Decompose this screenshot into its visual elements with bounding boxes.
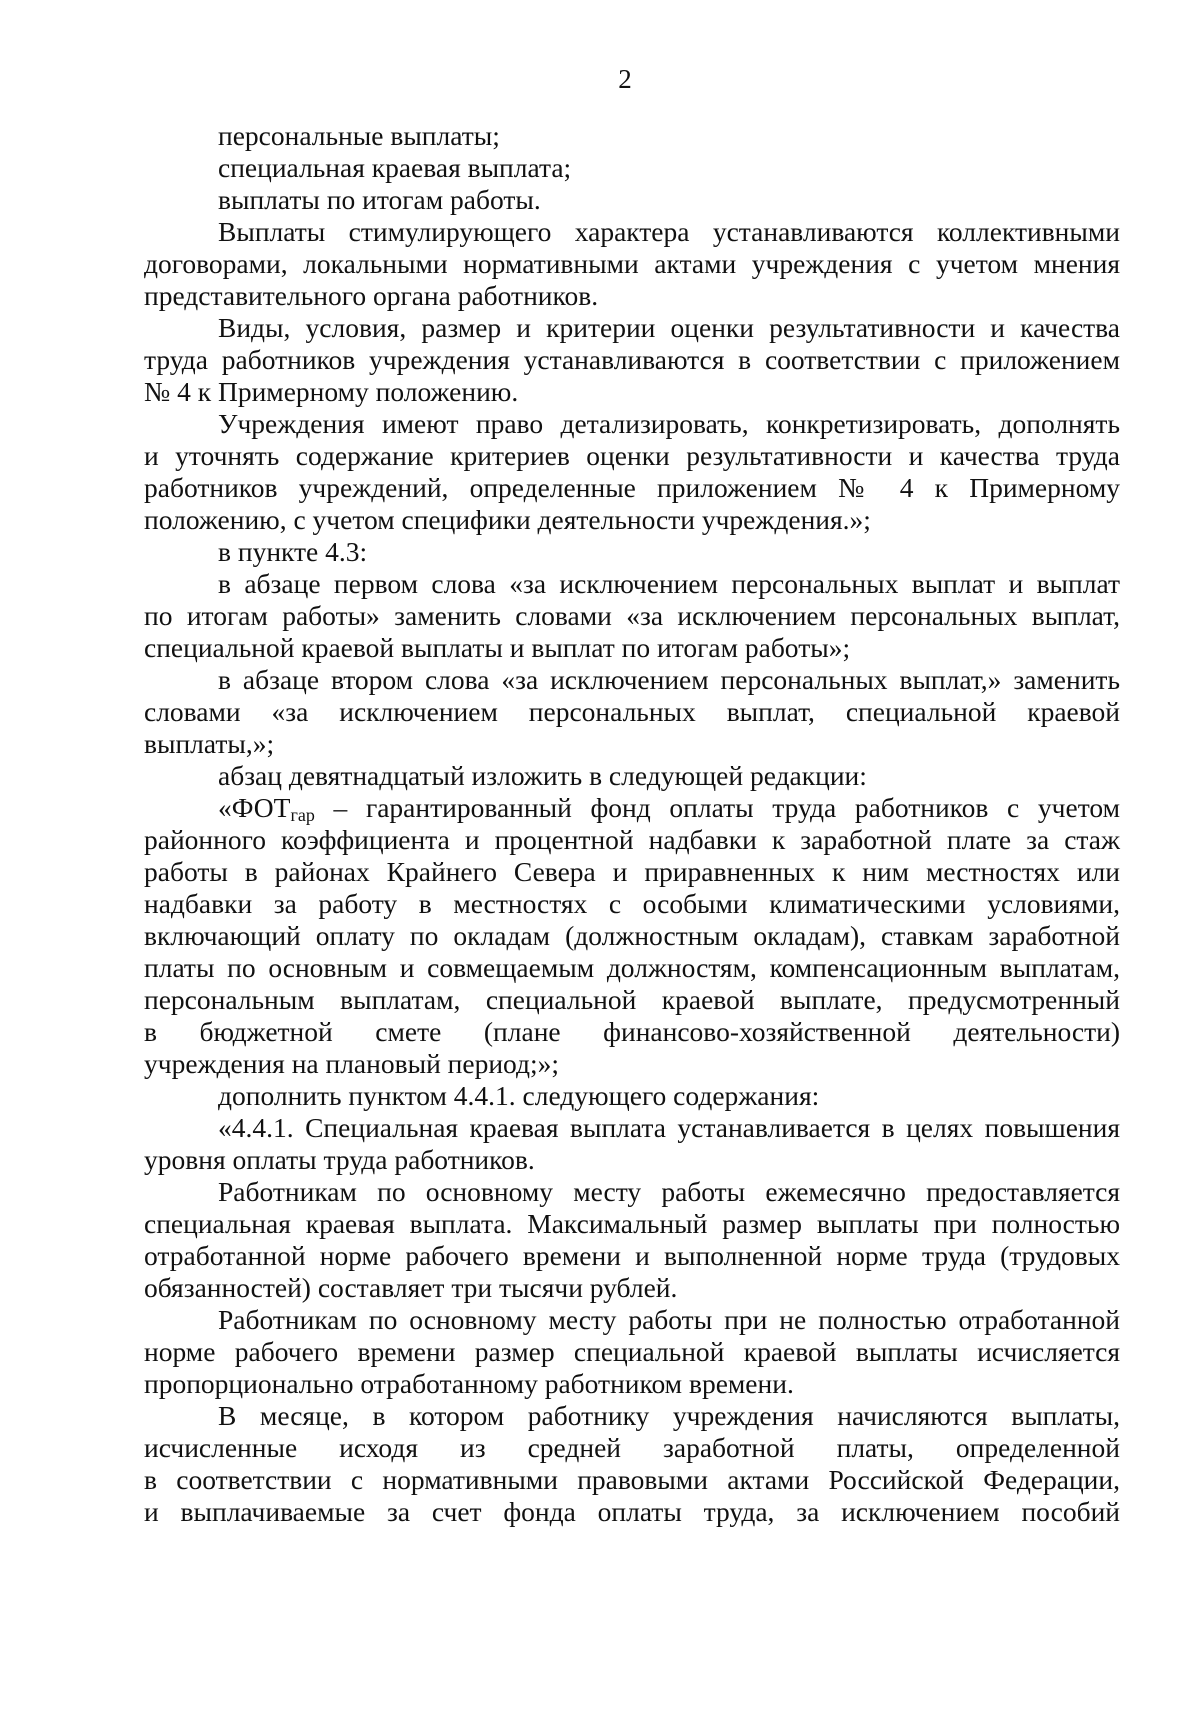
text-line: отработанной норме рабочего времени и выполненной норме труда (трудовых <box>144 1240 1120 1271</box>
text-line: Учреждения имеют право детализировать, конкретизировать, дополнять <box>218 408 1120 439</box>
text-line: надбавки за работу в местностях с особыми климатическими условиями, <box>144 888 1120 919</box>
text-line: в пункте 4.3: <box>218 536 368 567</box>
text-line: и уточнять содержание критериев оценки результативности и качества труда <box>144 440 1120 471</box>
text-line: пропорционально отработанному работником времени. <box>144 1368 794 1399</box>
text-line: специальная краевая выплата; <box>218 152 572 183</box>
text-line: исчисленные исходя из средней заработной платы, определенной <box>144 1432 1120 1463</box>
text-line: персональные выплаты; <box>218 120 500 151</box>
text-line: включающий оплату по окладам (должностным окладам), ставкам заработной <box>144 920 1120 951</box>
text-line: в бюджетной смете (плане финансово-хозяйственной деятельности) <box>144 1016 1120 1047</box>
fot-definition: – гарантированный фонд оплаты труда работников с учетом <box>333 792 1120 823</box>
text-line: № 4 к Примерному положению. <box>144 376 519 407</box>
text-line: Работникам по основному месту работы при не полностью отработанной <box>218 1304 1120 1335</box>
text-line: районного коэффициента и процентной надбавки к заработной плате за стаж <box>144 824 1120 855</box>
text-line: Работникам по основному месту работы ежемесячно предоставляется <box>218 1176 1120 1207</box>
text-line: норме рабочего времени размер специальной краевой выплаты исчисляется <box>144 1336 1120 1367</box>
document-body <box>144 120 1120 1528</box>
text-line: Виды, условия, размер и критерии оценки результативности и качества <box>218 312 1120 343</box>
text-line: выплаты по итогам работы. <box>218 184 541 215</box>
text-line: по итогам работы» заменить словами «за исключением персональных выплат, <box>144 600 1120 631</box>
text-line: обязанностей) составляет три тысячи рублей. <box>144 1272 678 1303</box>
text-line: специальной краевой выплаты и выплат по итогам работы»; <box>144 632 851 663</box>
text-line: и выплачиваемые за счет фонда оплаты труда, за исключением пособий <box>144 1496 1120 1527</box>
text-line: в соответствии с нормативными правовыми актами Российской Федерации, <box>144 1464 1120 1495</box>
text-line: словами «за исключением персональных выплат, специальной краевой <box>144 696 1120 727</box>
text-line: договорами, локальными нормативными актами учреждения с учетом мнения <box>144 248 1120 279</box>
text-line: персональным выплатам, специальной краевой выплате, предусмотренный <box>144 984 1120 1015</box>
text-line: работы в районах Крайнего Севера и приравненных к ним местностях или <box>144 856 1120 887</box>
fot-subscript: гар <box>290 805 315 825</box>
page-number: 2 <box>618 64 632 94</box>
text-line: уровня оплаты труда работников. <box>144 1144 535 1175</box>
text-line: труда работников учреждения устанавливаются в соответствии с приложением <box>144 344 1120 375</box>
text-line: абзац девятнадцатый изложить в следующей редакции: <box>218 760 867 791</box>
text-line: специальная краевая выплата. Максимальный размер выплаты при полностью <box>144 1208 1120 1239</box>
text-line: представительного органа работников. <box>144 280 599 311</box>
fot-line <box>144 792 1120 824</box>
text-line: в абзаце первом слова «за исключением персональных выплат и выплат <box>218 568 1120 599</box>
text-line: учреждения на плановый период;»; <box>144 1048 560 1079</box>
text-line: работников учреждений, определенные приложением № 4 к Примерному <box>144 472 1120 503</box>
text-line: Выплаты стимулирующего характера устанавливаются коллективными <box>218 216 1120 247</box>
text-line: дополнить пунктом 4.4.1. следующего содержания: <box>218 1080 820 1111</box>
text-line: «4.4.1. Специальная краевая выплата устанавливается в целях повышения <box>218 1112 1120 1143</box>
text-line: положению, с учетом специфики деятельности учреждения.»; <box>144 504 871 535</box>
text-line: В месяце, в котором работнику учреждения начисляются выплаты, <box>218 1400 1120 1431</box>
text-line: выплаты,»; <box>144 728 275 759</box>
fot-prefix: «ФОТ <box>218 792 291 823</box>
text-line: в абзаце втором слова «за исключением персональных выплат,» заменить <box>218 664 1120 695</box>
text-line: платы по основным и совмещаемым должностям, компенсационным выплатам, <box>144 952 1120 983</box>
